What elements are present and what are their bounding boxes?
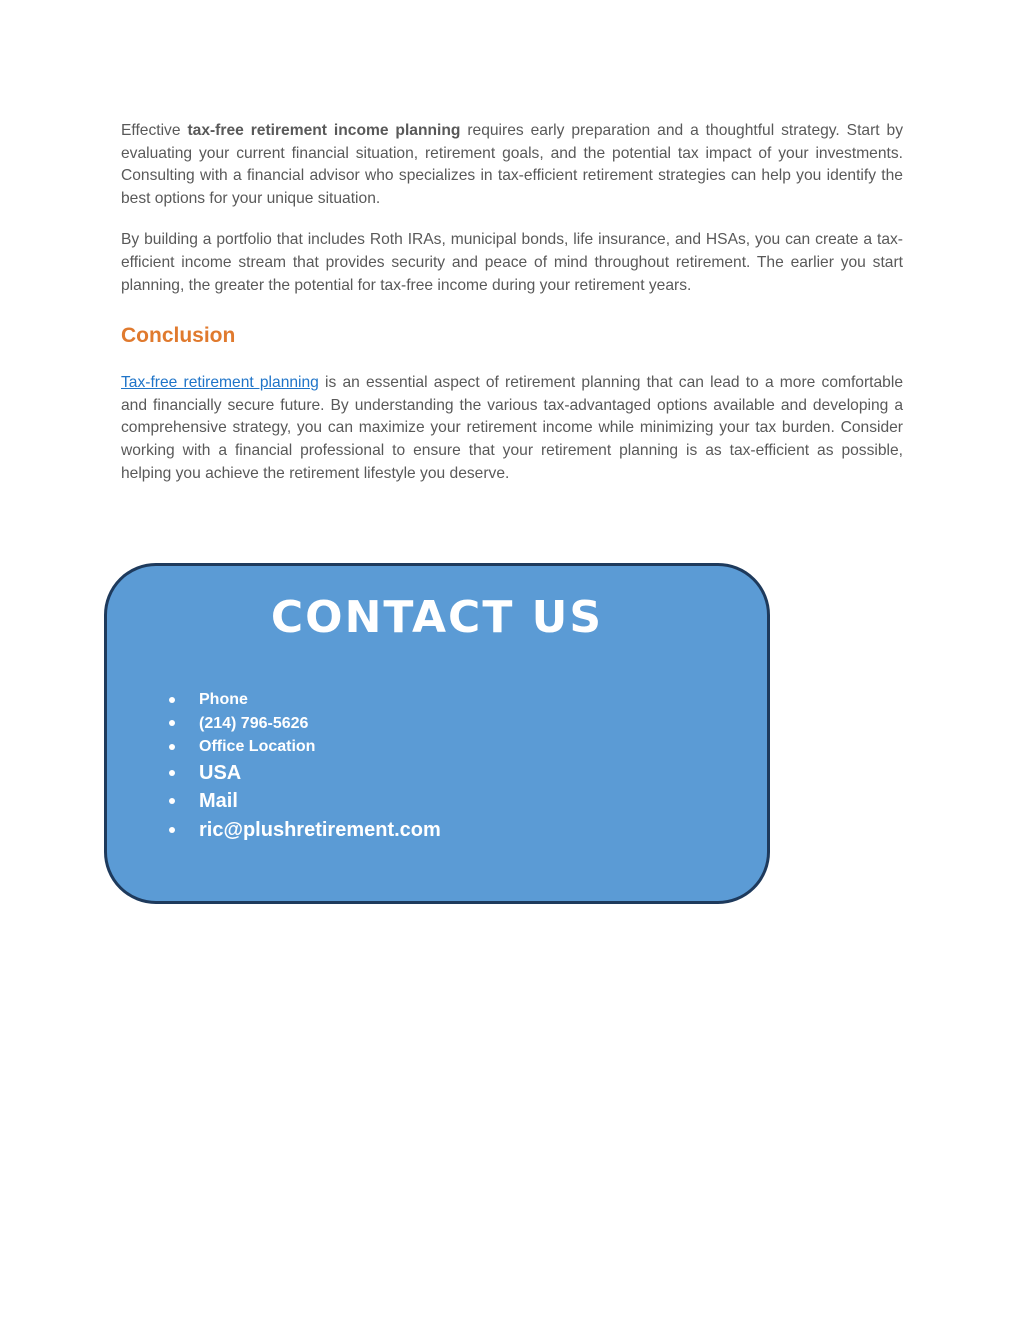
bullet-icon <box>169 798 175 804</box>
contact-item-office-label <box>169 735 441 759</box>
tax-free-retirement-planning-link[interactable]: Tax-free retirement planning <box>121 374 319 392</box>
contact-item-phone-number <box>169 712 441 736</box>
contact-box <box>104 563 770 904</box>
paragraph-planning <box>121 120 903 210</box>
paragraph-portfolio: By building a portfolio that includes Roth IRAs, municipal bonds, life insurance, and HSAs, you can create a tax-efficient income stream that provides security and peace of mind throughout retirement. The earlier you start planning, the greater the potential for tax-free income during your retirement years. <box>121 231 903 294</box>
contact-item-mail-label <box>169 787 441 816</box>
bullet-icon <box>169 720 175 726</box>
conclusion-heading: Conclusion <box>121 324 236 348</box>
contact-list <box>169 688 441 844</box>
paragraph-conclusion <box>121 372 903 485</box>
contact-item-text: USA <box>199 761 242 784</box>
contact-item-text: ric@plushretirement.com <box>199 818 441 841</box>
paragraph-planning-suffix: requires early preparation and a thoughtful strategy. Start by evaluating your current financial situation, retirement goals, and the potential tax impact of your investments. Consulting with a financial advisor who specializes in tax-efficient retirement strategies can help you identify the best options for your unique situation. <box>121 122 904 207</box>
contact-item-email <box>169 816 441 845</box>
bullet-icon <box>169 770 175 776</box>
bullet-icon <box>169 744 175 750</box>
contact-item-text: Mail <box>199 790 238 812</box>
paragraph-conclusion-text: is an essential aspect of retirement planning that can lead to a more comfortable and financially secure future. By understanding the various tax-advantaged options available and developing a comprehensive strategy, you can maximize your retirement income while minimizing your tax burden. Consider working with a financial professional to ensure that your retirement planning is as tax-efficient as possible, helping you achieve the retirement lifestyle you deserve. <box>121 374 903 482</box>
article-body <box>121 120 903 504</box>
contact-item-text: (214) 796-5626 <box>199 714 309 732</box>
contact-title: CONTACT US <box>270 592 604 643</box>
contact-item-office-value <box>169 759 441 788</box>
contact-item-phone-label <box>169 688 441 712</box>
paragraph-planning-prefix: Effective <box>121 122 188 139</box>
contact-item-text: Phone <box>199 691 248 708</box>
bullet-icon <box>169 827 175 833</box>
contact-item-text: Office Location <box>199 738 316 755</box>
paragraph-planning-bold: tax-free retirement income planning <box>187 122 461 139</box>
bullet-icon <box>169 697 175 703</box>
